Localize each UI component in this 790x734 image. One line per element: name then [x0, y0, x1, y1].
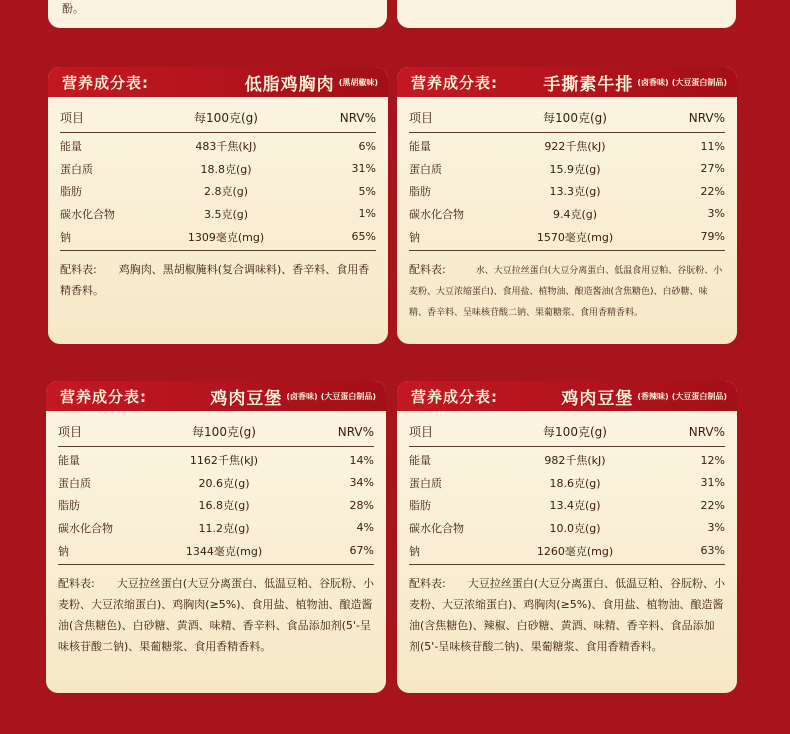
row-name: 能量	[58, 454, 80, 468]
col-nrv: NRV%	[339, 110, 376, 125]
row-value: 3.5克(g)	[203, 207, 249, 221]
row-value: 18.8克(g)	[200, 162, 252, 176]
table-row	[409, 203, 725, 226]
row-nrv: 28%	[349, 498, 374, 512]
product-name: 鸡肉豆堡	[561, 388, 634, 409]
col-item: 项目	[58, 425, 83, 439]
row-name: 脂肪	[58, 499, 80, 513]
ingredients-label: 配料表:	[58, 577, 95, 590]
row-name: 碳水化合物	[409, 521, 464, 535]
row-name: 能量	[409, 140, 431, 154]
card-header	[397, 67, 737, 97]
product-name: 手撕素牛排	[543, 74, 634, 95]
table-row	[60, 180, 376, 203]
row-value: 20.6克(g)	[198, 476, 250, 490]
product-category: (大豆蛋白制品)	[671, 391, 727, 401]
table-header-row	[60, 103, 376, 133]
table-row	[409, 180, 725, 203]
table-row	[409, 517, 725, 540]
row-name: 蛋白质	[60, 162, 93, 176]
row-name: 钠	[409, 544, 420, 558]
row-name: 能量	[60, 140, 82, 154]
table-row	[409, 158, 725, 181]
card-header	[46, 381, 386, 411]
row-value: 9.4克(g)	[552, 207, 598, 221]
card-header	[48, 67, 388, 97]
table-row	[58, 517, 374, 540]
card-header	[397, 381, 737, 411]
row-name: 钠	[409, 230, 420, 244]
ingredients-label: 配料表:	[409, 577, 446, 590]
row-nrv: 67%	[349, 544, 374, 557]
ingredients-text: 鸡胸肉、黑胡椒腌料(复合调味料)、香辛料、食用香精香料。	[60, 263, 370, 297]
ingredients-text: 大豆拉丝蛋白(大豆分离蛋白、低温豆粕、谷朊粉、小麦粉、大豆浓缩蛋白)、鸡胸肉(≥5%)、食用盐、植物油、酿造酱油(含焦糖色)、辣椒、白砂糖、黄酒、味精、香辛料、食品添加剂(5'-呈味核苷酸二钠)、果葡糖浆、食用香精香料。	[409, 577, 726, 653]
col-nrv: NRV%	[337, 424, 374, 439]
row-nrv: 5%	[358, 184, 376, 198]
row-value: 15.9克(g)	[549, 162, 601, 176]
row-value: 483千焦(kJ)	[195, 140, 257, 154]
row-value: 11.2克(g)	[198, 521, 250, 535]
table-row	[409, 472, 725, 495]
row-nrv: 27%	[700, 162, 725, 176]
top-card-left	[48, 0, 387, 28]
row-name: 蛋白质	[58, 476, 91, 490]
row-name: 蛋白质	[409, 476, 442, 490]
nutrition-card-chicken-breast	[48, 67, 388, 344]
ingredients	[46, 565, 386, 657]
nutrition-table	[48, 97, 388, 251]
nutrition-card-chicken-burger-spicy	[397, 381, 737, 693]
table-row	[60, 158, 376, 181]
header-label: 营养成分表:	[62, 73, 149, 92]
row-nrv: 3%	[707, 521, 725, 535]
row-nrv: 6%	[358, 139, 376, 153]
table-row	[58, 472, 374, 495]
product-name: 低脂鸡胸肉	[244, 74, 335, 95]
col-item: 项目	[409, 111, 434, 125]
table-row	[409, 135, 725, 158]
row-nrv: 22%	[700, 184, 725, 198]
table-row	[409, 539, 725, 565]
table-row	[58, 494, 374, 517]
row-value: 2.8克(g)	[203, 185, 249, 199]
product-flavor: (黑胡椒味)	[338, 77, 378, 87]
nutrition-card-chicken-burger-braised	[46, 381, 386, 693]
ingredients-label: 配料表:	[409, 263, 446, 276]
product-flavor: (香辣味)	[637, 391, 669, 401]
row-nrv: 1%	[358, 207, 376, 221]
nutrition-table	[397, 97, 737, 251]
table-row	[409, 225, 725, 251]
ingredients-text: 水、大豆拉丝蛋白(大豆分离蛋白、低温食用豆粕、谷朊粉、小麦粉、大豆浓缩蛋白)、食用盐、植物油、酿造酱油(含焦糖色)、白砂糖、味精、香辛料、呈味核苷酸二钠、果葡糖浆、食用香精香料。	[409, 266, 723, 318]
row-nrv: 12%	[700, 453, 725, 467]
col-per100: 每100克(g)	[192, 425, 256, 439]
table-row	[409, 494, 725, 517]
ingredients	[397, 251, 737, 324]
row-name: 钠	[60, 230, 71, 244]
table-row	[409, 449, 725, 472]
row-value: 10.0克(g)	[549, 521, 601, 535]
header-label: 营养成分表:	[411, 387, 498, 406]
row-value: 13.4克(g)	[549, 499, 601, 513]
col-nrv: NRV%	[688, 424, 725, 439]
table-header-row	[409, 103, 725, 133]
row-value: 1344毫克(mg)	[185, 544, 263, 558]
ingredients-label: 配料表:	[60, 263, 97, 276]
row-nrv: 31%	[700, 476, 725, 490]
table-header-row	[409, 417, 725, 447]
table-row	[60, 225, 376, 251]
row-value: 982千焦(kJ)	[544, 454, 606, 468]
nutrition-table	[397, 411, 737, 565]
table-row	[58, 449, 374, 472]
col-per100: 每100克(g)	[543, 111, 607, 125]
row-name: 脂肪	[409, 499, 431, 513]
row-nrv: 3%	[707, 207, 725, 221]
row-value: 1570毫克(mg)	[536, 230, 614, 244]
row-name: 蛋白质	[409, 162, 442, 176]
col-per100: 每100克(g)	[543, 425, 607, 439]
ingredients	[397, 565, 737, 657]
col-item: 项目	[60, 111, 85, 125]
product-flavor: (卤香味)	[286, 391, 318, 401]
col-nrv: NRV%	[688, 110, 725, 125]
table-row	[60, 203, 376, 226]
row-nrv: 63%	[700, 544, 725, 557]
table-header-row	[58, 417, 374, 447]
nutrition-table	[46, 411, 386, 565]
row-value: 18.6克(g)	[549, 476, 601, 490]
ingredients-text: 大豆拉丝蛋白(大豆分离蛋白、低温豆粕、谷朊粉、小麦粉、大豆浓缩蛋白)、鸡胸肉(≥5%)、食用盐、植物油、酿造酱油(含焦糖色)、白砂糖、黄酒、味精、香辛料、食品添加剂(5'-呈味核苷酸二钠)、果葡糖浆、食用香精香料。	[58, 577, 375, 653]
row-name: 能量	[409, 454, 431, 468]
ingredients	[48, 251, 388, 301]
row-value: 922千焦(kJ)	[544, 140, 606, 154]
row-name: 钠	[58, 544, 69, 558]
row-name: 碳水化合物	[409, 207, 464, 221]
row-nrv: 14%	[349, 453, 374, 467]
row-value: 1260毫克(mg)	[536, 544, 614, 558]
product-name: 鸡肉豆堡	[210, 388, 283, 409]
row-value: 13.3克(g)	[549, 185, 601, 199]
row-nrv: 79%	[700, 230, 725, 243]
row-nrv: 34%	[349, 476, 374, 490]
row-name: 脂肪	[60, 185, 82, 199]
row-nrv: 11%	[700, 139, 725, 153]
top-card-right	[397, 0, 736, 28]
col-item: 项目	[409, 425, 434, 439]
row-nrv: 4%	[356, 521, 374, 535]
row-nrv: 22%	[700, 498, 725, 512]
col-per100: 每100克(g)	[194, 111, 258, 125]
product-flavor: (卤香味)	[637, 77, 669, 87]
row-value: 1162千焦(kJ)	[189, 454, 259, 468]
row-value: 16.8克(g)	[198, 499, 250, 513]
row-value: 1309毫克(mg)	[187, 230, 265, 244]
product-category: (大豆蛋白制品)	[320, 391, 376, 401]
table-row	[58, 539, 374, 565]
row-nrv: 65%	[351, 230, 376, 243]
header-label: 营养成分表:	[60, 387, 147, 406]
table-row	[60, 135, 376, 158]
nutrition-card-veg-steak	[397, 67, 737, 344]
row-name: 碳水化合物	[58, 521, 113, 535]
top-fragment-text: 酚。	[62, 2, 84, 15]
header-label: 营养成分表:	[411, 73, 498, 92]
row-name: 脂肪	[409, 185, 431, 199]
row-name: 碳水化合物	[60, 207, 115, 221]
row-nrv: 31%	[351, 162, 376, 176]
product-category: (大豆蛋白制品)	[671, 77, 727, 87]
